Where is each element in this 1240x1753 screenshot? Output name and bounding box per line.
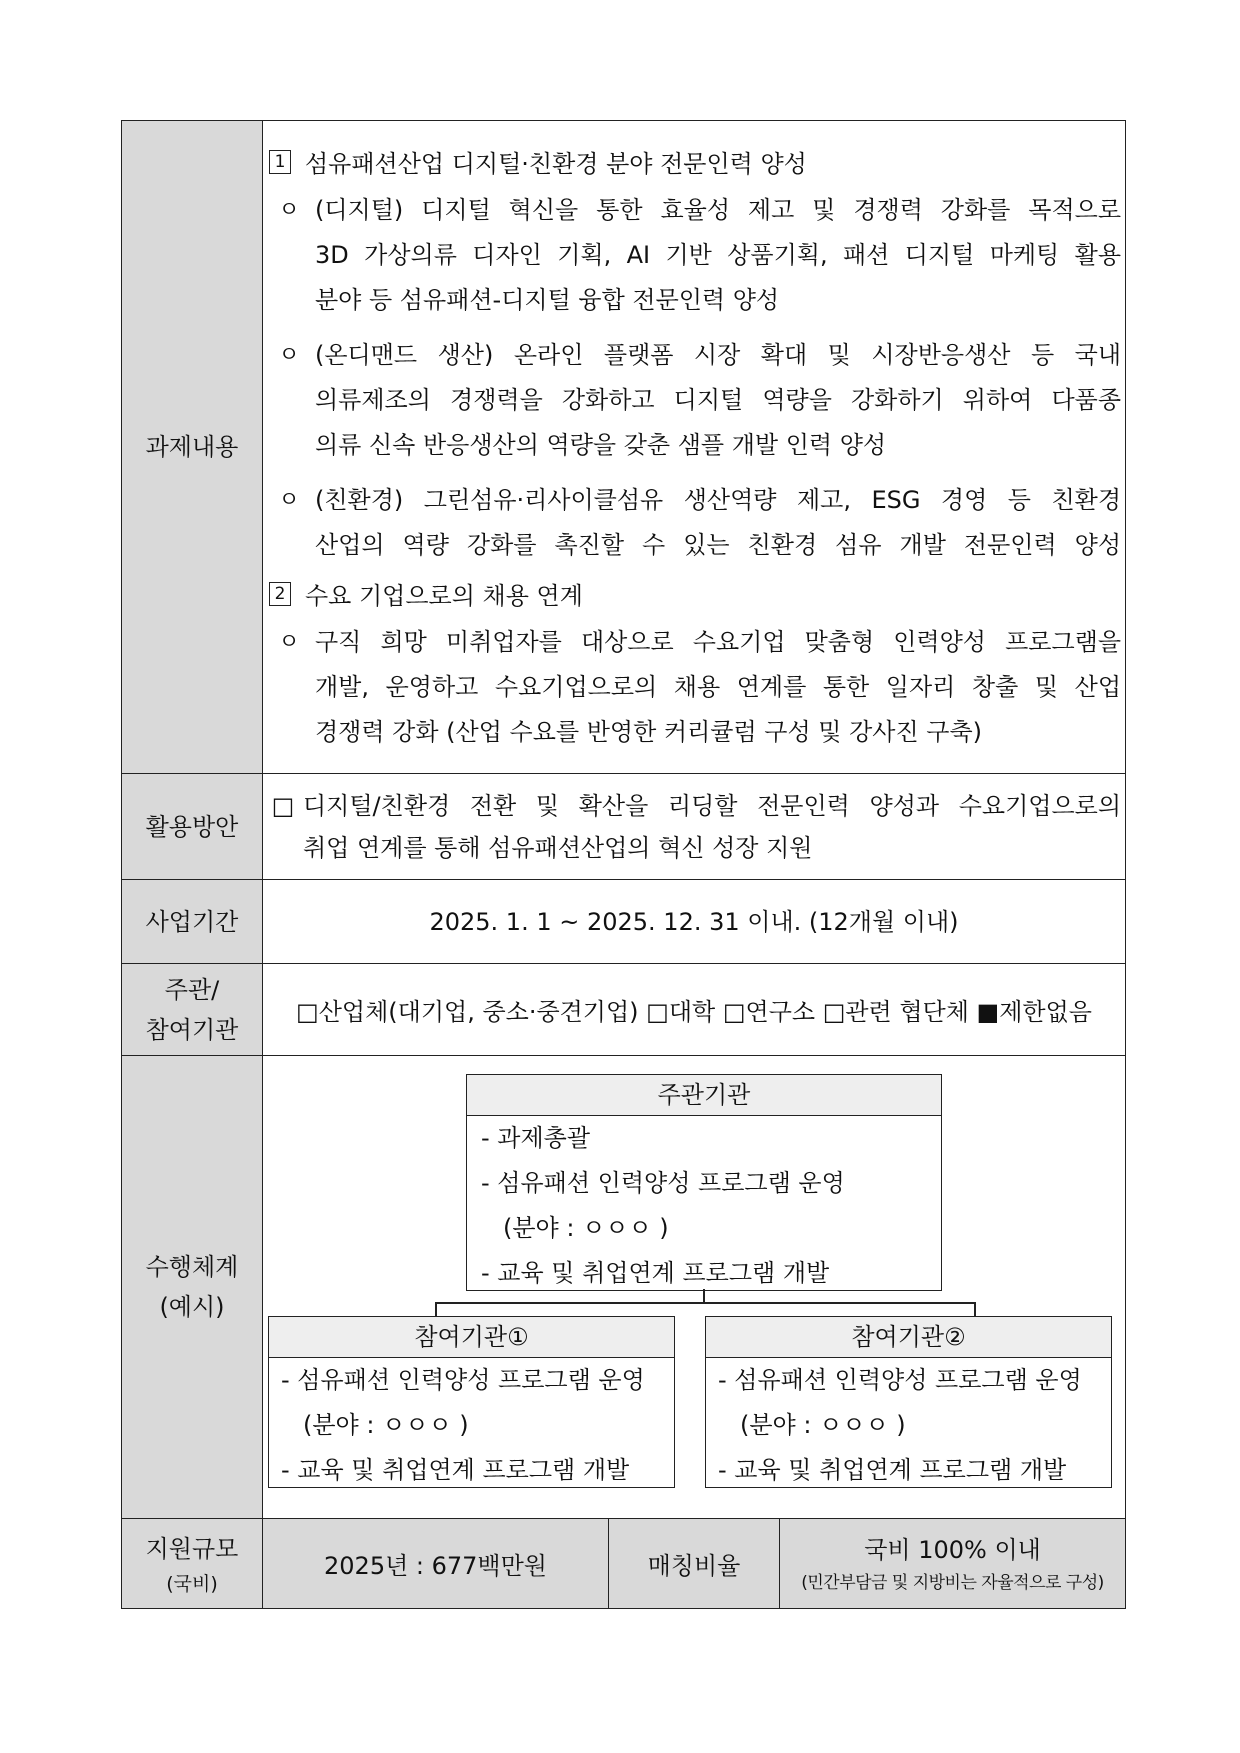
- bullet-line: 의류 신속 반응생산의 역량을 갖춘 샘플 개발 인력 양성: [315, 430, 887, 459]
- org-label: [122, 964, 263, 1056]
- lead-org-line: (분야 : ㅇㅇㅇ ): [503, 1214, 669, 1242]
- participant1-org-line: (분야 : ㅇㅇㅇ ): [303, 1411, 469, 1439]
- structure-label: [122, 1056, 263, 1519]
- section-2-title: 수요 기업으로의 채용 연계: [305, 582, 583, 610]
- participant1-org-line: - 섬유패션 인력양성 프로그램 운영: [281, 1366, 645, 1394]
- bullet-line: (온디맨드 생산) 온라인 플랫폼 시장 확대 및 시장반응생산 등 국내: [315, 340, 1122, 369]
- participant2-org-title: 참여기관②: [706, 1317, 1111, 1358]
- task-label: 과제내용: [122, 121, 263, 774]
- org-types: □산업체(대기업, 중소·중견기업) □대학 □연구소 □관련 협단체 ■제한없음: [263, 964, 1126, 1056]
- usage-line: 디지털/친환경 전환 및 확산을 리딩할 전문인력 양성과 수요기업으로의: [303, 791, 1122, 820]
- list-item: [263, 620, 1125, 755]
- participant2-org-box: [705, 1316, 1112, 1488]
- structure-diagram-cell: [263, 1056, 1126, 1519]
- participant1-org-line: - 교육 및 취업연계 프로그램 개발: [281, 1456, 630, 1484]
- connector-line: [435, 1302, 437, 1316]
- bullet-line: 개발, 운영하고 수요기업으로의 채용 연계를 통한 일자리 창출 및 산업: [315, 672, 1122, 701]
- lead-org-line: - 과제총괄: [481, 1124, 591, 1152]
- usage-content: [263, 774, 1126, 880]
- list-item: [263, 333, 1125, 468]
- ratio-note: (민간부담금 및 지방비는 자율적으로 구성): [801, 1572, 1104, 1593]
- period-value: 2025. 1. 1 ~ 2025. 12. 31 이내. (12개월 이내): [263, 880, 1126, 964]
- bullet-line: (디지털) 디지털 혁신을 통한 효율성 제고 및 경쟁력 강화를 목적으로: [315, 195, 1122, 224]
- funding-label: [122, 1519, 263, 1609]
- list-item: [263, 188, 1125, 323]
- matching-ratio-label: 매칭비율: [609, 1519, 780, 1609]
- lead-org-box: [466, 1074, 942, 1291]
- usage-line: 취업 연계를 통해 섬유패션산업의 혁신 성장 지원: [303, 833, 813, 862]
- lead-org-line: - 섬유패션 인력양성 프로그램 운영: [481, 1169, 845, 1197]
- connector-line: [435, 1302, 975, 1304]
- participant2-org-line: (분야 : ㅇㅇㅇ ): [740, 1411, 906, 1439]
- bullet-mark: ㅇ: [278, 487, 300, 513]
- lead-org-line: - 교육 및 취업연계 프로그램 개발: [481, 1259, 830, 1287]
- participant2-org-line: - 교육 및 취업연계 프로그램 개발: [718, 1456, 1067, 1484]
- connector-line: [974, 1302, 976, 1316]
- bullet-line: (친환경) 그린섬유·리사이클섬유 생산역량 제고, ESG 경영 등 친환경: [315, 485, 1122, 514]
- funding-amount: 2025년 : 677백만원: [263, 1519, 609, 1609]
- org-label-line2: 참여기관: [145, 1015, 239, 1044]
- connector-line: [703, 1289, 705, 1303]
- bullet-mark: ㅇ: [278, 342, 300, 368]
- structure-label-line1: 수행체계: [145, 1253, 239, 1281]
- participant1-org-box: [268, 1316, 675, 1488]
- participant2-org-line: - 섬유패션 인력양성 프로그램 운영: [718, 1366, 1082, 1394]
- bullet-line: 산업의 역량 강화를 촉진할 수 있는 친환경 섬유 개발 전문인력 양성: [315, 530, 1122, 559]
- usage-label: 활용방안: [122, 774, 263, 880]
- ratio-main: 국비 100% 이내: [864, 1535, 1041, 1564]
- bullet-line: 3D 가상의류 디자인 기획, AI 기반 상품기획, 패션 디지털 마케팅 활용: [315, 240, 1122, 269]
- checkbox-mark: □: [271, 791, 295, 820]
- structure-diagram: [263, 1056, 1125, 1518]
- funding-label-line2: (국비): [166, 1572, 218, 1595]
- structure-label-line2: (예시): [159, 1293, 225, 1321]
- section-1-title: 섬유패션산업 디지털·친환경 분야 전문인력 양성: [305, 150, 807, 178]
- bullet-line: 분야 등 섬유패션-디지털 융합 전문인력 양성: [315, 285, 780, 314]
- period-label: 사업기간: [122, 880, 263, 964]
- bullet-line: 구직 희망 미취업자를 대상으로 수요기업 맞춤형 인력양성 프로그램을: [315, 627, 1122, 656]
- bullet-mark: ㅇ: [278, 629, 300, 655]
- bullet-mark: ㅇ: [278, 197, 300, 223]
- lead-org-title: 주관기관: [467, 1075, 941, 1116]
- funding-label-line1: 지원규모: [145, 1534, 239, 1563]
- participant1-org-title: 참여기관①: [269, 1317, 674, 1358]
- task-content: [263, 121, 1126, 774]
- matching-ratio-value: [780, 1519, 1126, 1609]
- project-overview-table: [121, 120, 1126, 1609]
- section-2-heading: [269, 572, 1125, 616]
- list-item: [263, 478, 1125, 568]
- org-label-line1: 주관/: [164, 975, 220, 1004]
- section-1-heading: [269, 140, 1125, 184]
- bullet-line: 경쟁력 강화 (산업 수요를 반영한 커리큘럼 구성 및 강사진 구축): [315, 717, 982, 746]
- bullet-line: 의류제조의 경쟁력을 강화하고 디지털 역량을 강화하기 위하여 다품종: [315, 385, 1122, 414]
- section-2-number: 2: [269, 582, 291, 606]
- section-1-number: 1: [269, 150, 291, 174]
